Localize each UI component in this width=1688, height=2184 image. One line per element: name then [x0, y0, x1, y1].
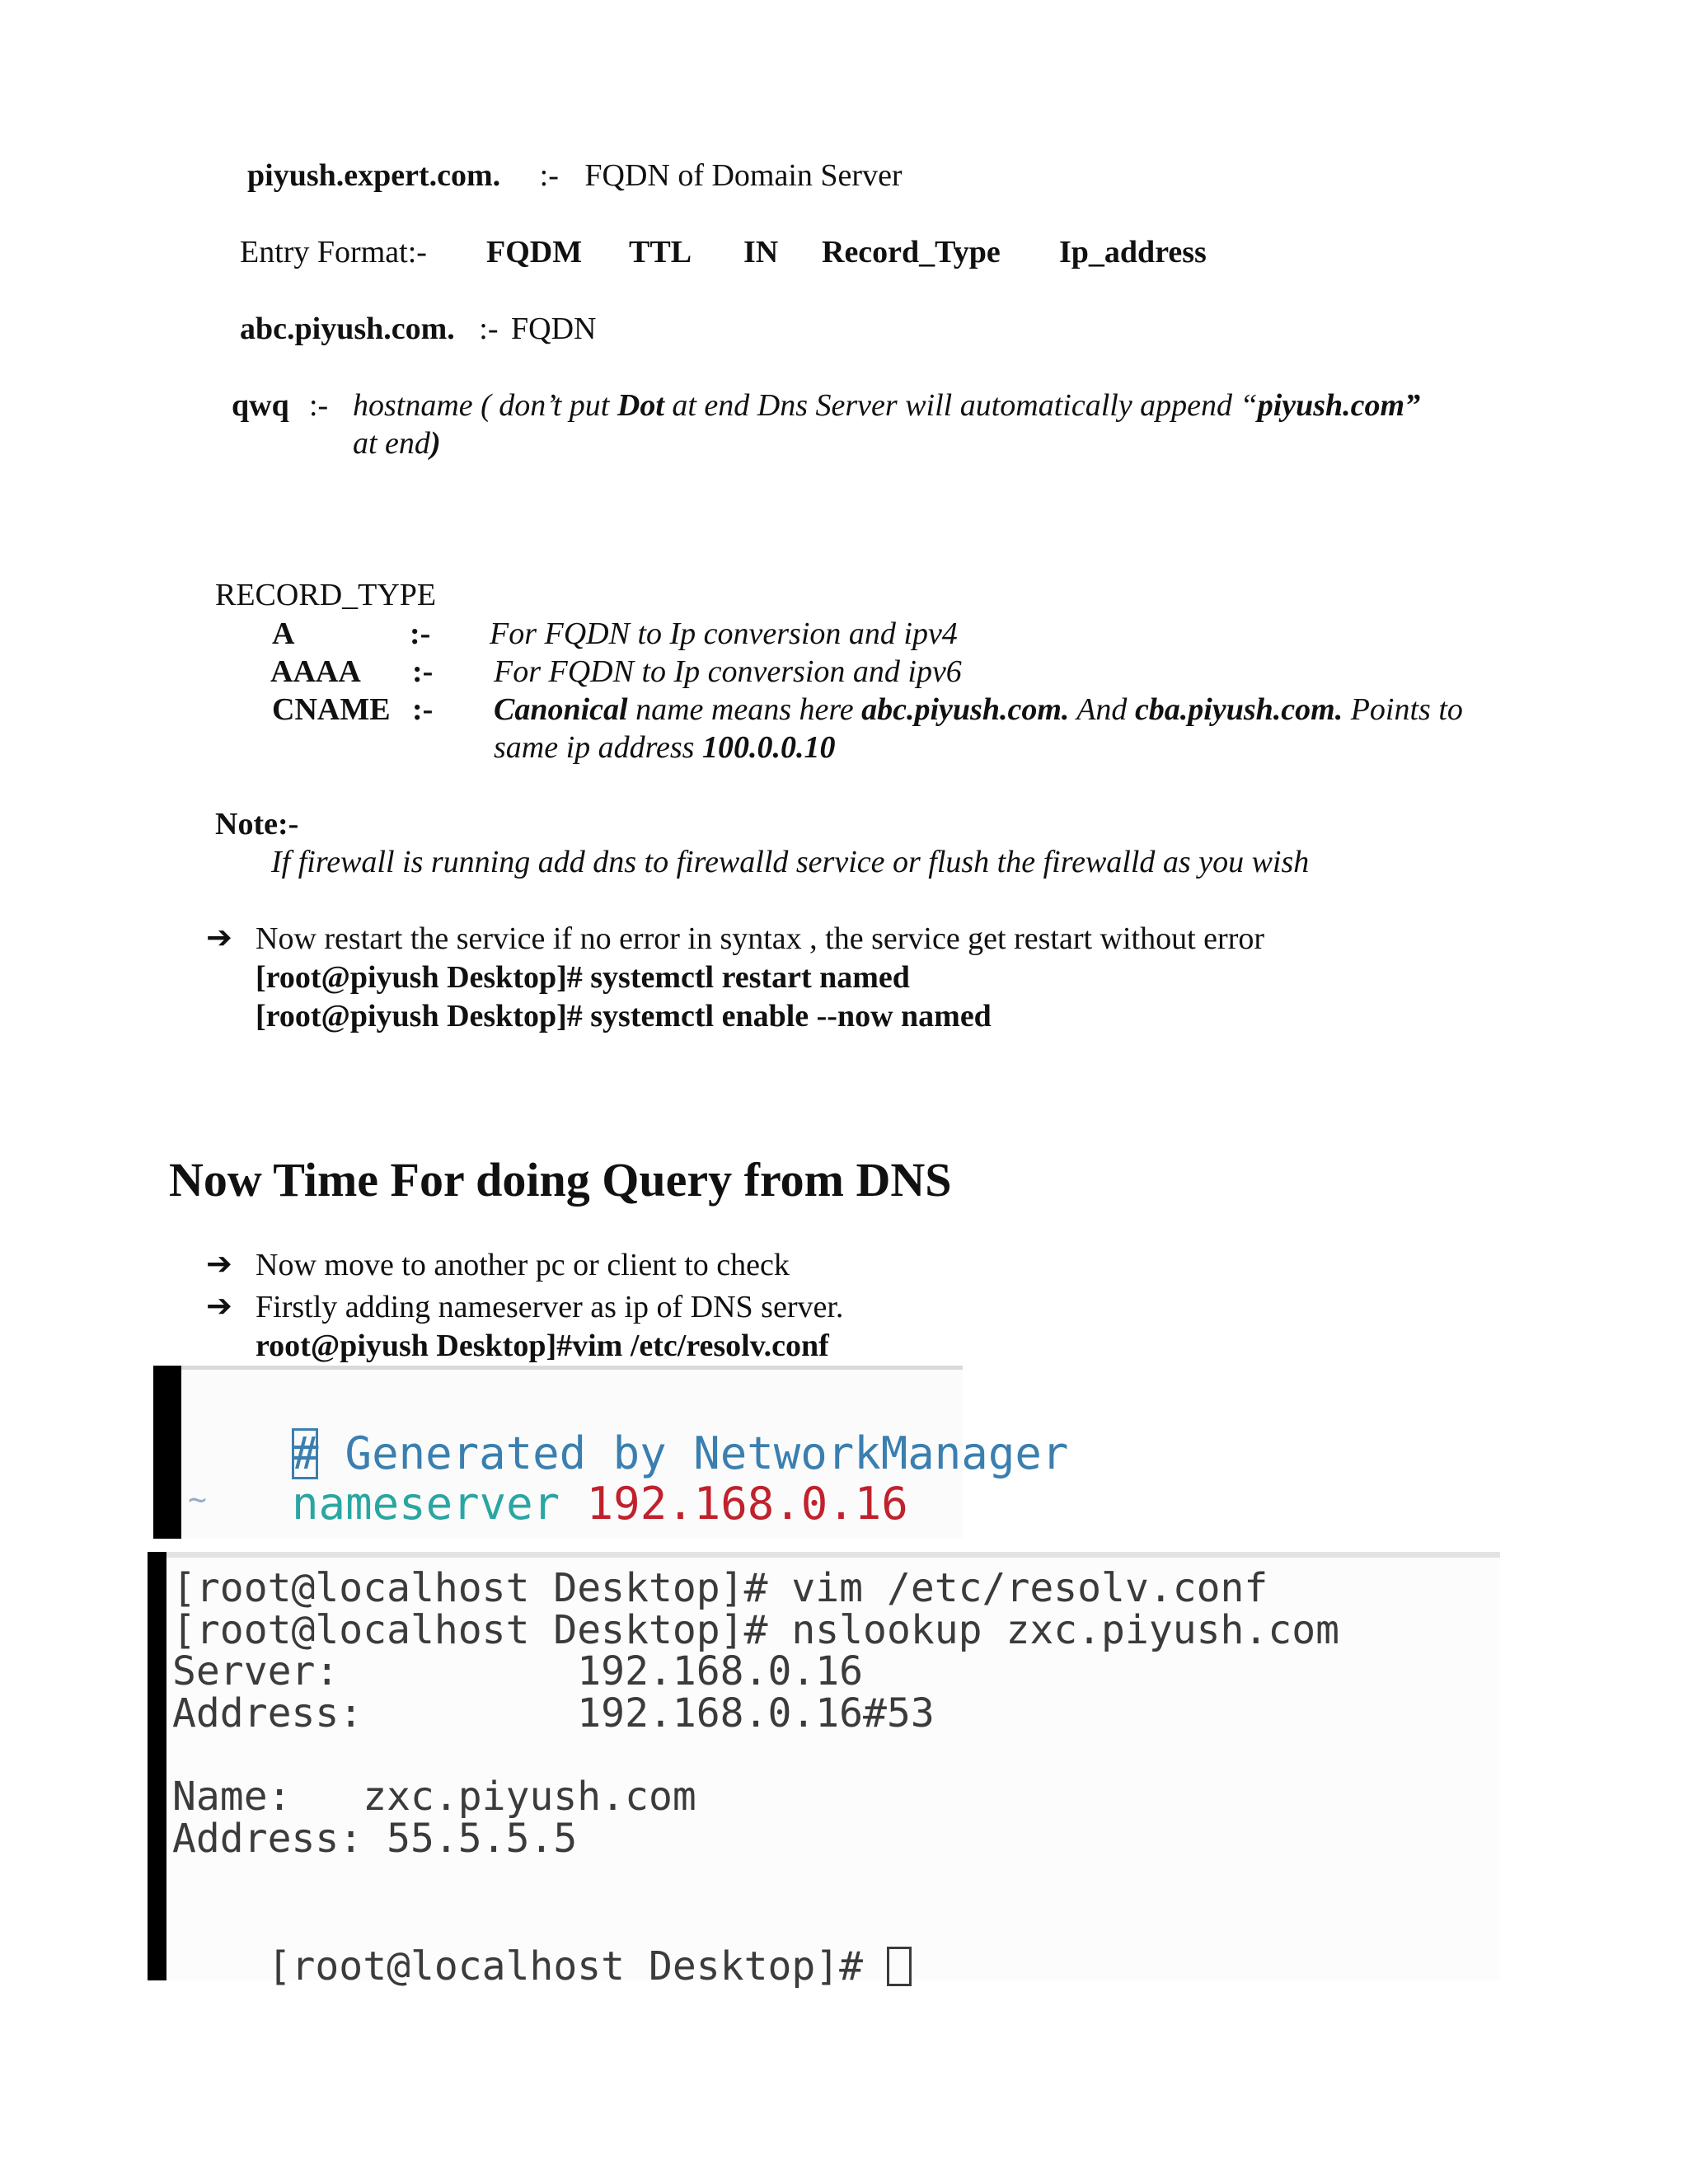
query-vim-cmd: root@piyush Desktop]#vim /etc/resolv.conf — [256, 1329, 829, 1363]
record-type-heading: RECORD_TYPE — [215, 578, 437, 612]
fqdn-example-line — [240, 310, 596, 348]
terminal-line-address: Address: 192.168.0.16#53 — [172, 1690, 935, 1736]
cname-text-same-ip: same ip address — [494, 730, 702, 765]
cname-text-name-means: name means here — [627, 692, 862, 727]
terminal-line-name: Name: zxc.piyush.com — [172, 1774, 696, 1820]
terminal-cursor[interactable] — [887, 1947, 912, 1986]
fqdn-server-name: piyush.expert.com. — [247, 158, 501, 193]
terminal-top-edge — [181, 1366, 963, 1370]
fqdn-example-desc: FQDN — [511, 312, 597, 346]
fqdn-example-name: abc.piyush.com. — [240, 312, 455, 346]
fqdn-example-sep: :- — [479, 312, 499, 346]
entry-format-field-ip-address: Ip_address — [1059, 235, 1207, 269]
resolv-conf-screenshot — [153, 1366, 1069, 1539]
qwq-text-paren: ) — [429, 426, 441, 461]
qwq-desc-line2 — [353, 424, 441, 462]
record-type-cname-sep: :- — [412, 692, 434, 727]
record-type-aaaa-desc: For FQDN to Ip conversion and ipv6 — [494, 654, 962, 689]
resolv-nameserver-key: nameserver — [292, 1478, 560, 1530]
resolv-comment-text: Generated by NetworkManager — [318, 1427, 1069, 1479]
record-type-aaaa: AAAA — [270, 654, 361, 689]
fqdn-server-desc: FQDN of Domain Server — [584, 158, 903, 193]
qwq-text-append: at end Dns Server will automatically append “ — [663, 388, 1258, 423]
record-type-cname-desc-line2 — [494, 729, 835, 766]
note-text: If firewall is running add dns to firewalld service or flush the firewalld as you wish — [271, 845, 1310, 879]
arrow-bullet-icon: ➔ — [206, 1287, 232, 1324]
qwq-text-dot: Dot — [617, 388, 664, 423]
record-type-a-sep: :- — [410, 616, 431, 651]
entry-format-field-in: IN — [743, 235, 779, 269]
terminal-line-nslookup: [root@localhost Desktop]# nslookup zxc.piyush.com — [172, 1607, 1340, 1653]
terminal-left-border — [153, 1366, 181, 1539]
cname-word-canonical: Canonical — [494, 692, 628, 727]
entry-format-field-ttl: TTL — [629, 235, 692, 269]
terminal-left-border — [148, 1552, 166, 1980]
qwq-text-domain: piyush.com” — [1257, 388, 1421, 423]
qwq-desc-line1 — [353, 387, 1420, 424]
qwq-name: qwq — [232, 388, 289, 423]
qwq-text-hostname: hostname ( don’t put — [353, 388, 617, 423]
arrow-bullet-icon: ➔ — [206, 919, 232, 955]
cname-domain-abc: abc.piyush.com. — [861, 692, 1070, 727]
record-type-cname: CNAME — [272, 692, 391, 727]
vim-tilde: ~ — [188, 1481, 207, 1517]
query-bullet-nameserver: Firstly adding nameserver as ip of DNS server. — [256, 1290, 844, 1324]
record-type-a: A — [272, 616, 295, 651]
record-type-aaaa-sep: :- — [412, 654, 434, 689]
record-type-cname-desc-line1 — [494, 691, 1463, 729]
record-type-a-desc: For FQDN to Ip conversion and ipv4 — [490, 616, 958, 651]
entry-format-field-record-type: Record_Type — [822, 235, 1001, 269]
resolv-nameserver-ip: 192.168.0.16 — [586, 1478, 908, 1530]
fqdn-server-sep: :- — [539, 158, 559, 193]
terminal-top-edge — [166, 1552, 1500, 1558]
entry-format-field-fqdm: FQDM — [486, 235, 583, 269]
cname-domain-cba: cba.piyush.com. — [1134, 692, 1343, 727]
cname-ip-address: 100.0.0.10 — [701, 730, 836, 765]
note-label: Note:- — [215, 807, 299, 841]
terminal-line-result-address: Address: 55.5.5.5 — [172, 1816, 578, 1862]
query-heading: Now Time For doing Query from DNS — [169, 1153, 952, 1207]
restart-cmd-restart: [root@piyush Desktop]# systemctl restart named — [256, 960, 910, 995]
query-bullet-client: Now move to another pc or client to check — [256, 1248, 790, 1282]
arrow-bullet-icon: ➔ — [206, 1245, 232, 1282]
nslookup-screenshot — [148, 1552, 1500, 1990]
restart-cmd-enable: [root@piyush Desktop]# systemctl enable --now named — [256, 999, 992, 1033]
qwq-sep: :- — [309, 388, 329, 423]
vim-cursor: # — [292, 1427, 319, 1479]
qwq-text-at-end: at end — [353, 426, 430, 461]
terminal-line-prompt — [172, 1900, 912, 2033]
terminal-line-vim: [root@localhost Desktop]# vim /etc/resolv.conf — [172, 1565, 1268, 1611]
fqdn-server-line — [247, 157, 903, 194]
cname-text-points-to: Points to — [1343, 692, 1463, 727]
restart-bullet-text: Now restart the service if no error in syntax , the service get restart without error — [256, 921, 1264, 956]
cname-text-and: And — [1069, 692, 1135, 727]
entry-format-label: Entry Format:- — [240, 235, 427, 269]
terminal-line-server: Server: 192.168.0.16 — [172, 1648, 864, 1694]
terminal-prompt-text: [root@localhost Desktop]# — [267, 1943, 887, 1990]
